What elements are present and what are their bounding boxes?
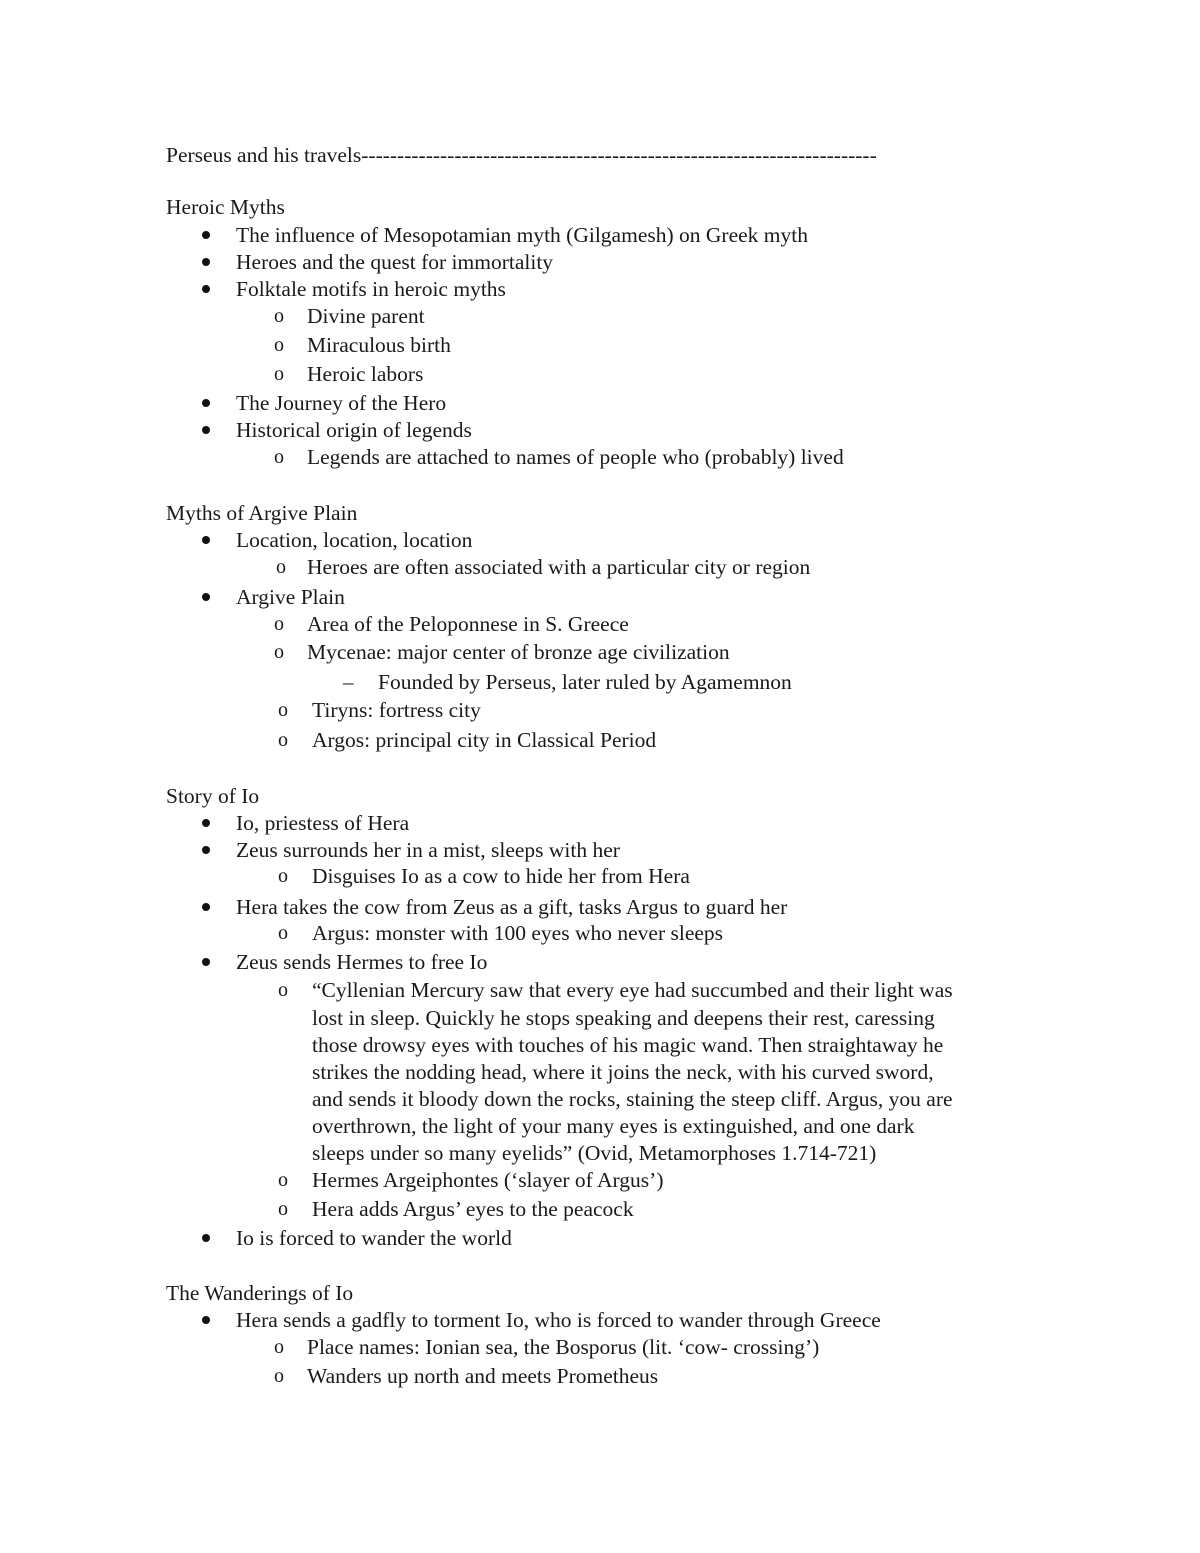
section-heading: Story of Io [166,784,260,808]
bullet-icon [202,285,210,293]
list-item: Mycenae: major center of bronze age civilization [307,640,730,664]
list-item: Area of the Peloponnese in S. Greece [307,612,629,636]
quote-line: “Cyllenian Mercury saw that every eye had succumbed and their light was [312,978,953,1002]
quote-line: sleeps under so many eyelids” (Ovid, Metamorphoses 1.714-721) [312,1141,877,1165]
circle-bullet-icon: o [278,699,288,721]
circle-bullet-icon: o [276,556,286,578]
quote-line: and sends it bloody down the rocks, staining the steep cliff. Argus, you are [312,1087,953,1111]
circle-bullet-icon: o [278,729,288,751]
section-heading: The Wanderings of Io [166,1281,354,1305]
circle-bullet-icon: o [274,613,284,635]
quote-line: overthrown, the light of your many eyes is extinguished, and one dark [312,1114,915,1138]
list-item: Io is forced to wander the world [236,1226,512,1250]
list-item: Tiryns: fortress city [312,698,481,722]
dash-bullet-icon: – [343,670,354,694]
list-item: Io, priestess of Hera [236,811,410,835]
bullet-icon [202,258,210,266]
list-item: The influence of Mesopotamian myth (Gilgamesh) on Greek myth [236,223,808,247]
bullet-icon [202,846,210,854]
bullet-icon [202,903,210,911]
list-item: Heroic labors [307,362,424,386]
circle-bullet-icon: o [278,1169,288,1191]
list-item: Argos: principal city in Classical Period [312,728,657,752]
circle-bullet-icon: o [278,922,288,944]
list-item: Zeus sends Hermes to free Io [236,950,488,974]
circle-bullet-icon: o [274,363,284,385]
list-item: Folktale motifs in heroic myths [236,277,506,301]
circle-bullet-icon: o [274,1365,284,1387]
list-item: Location, location, location [236,528,473,552]
list-item: Historical origin of legends [236,418,472,442]
bullet-icon [202,819,210,827]
list-item: Hera sends a gadfly to torment Io, who is forced to wander through Greece [236,1308,881,1332]
circle-bullet-icon: o [274,446,284,468]
quote-line: strikes the nodding head, where it joins the neck, with his curved sword, [312,1060,934,1084]
document-title: Perseus and his travels------------------------------------------------------------------------ [166,143,877,167]
circle-bullet-icon: o [278,979,288,1001]
circle-bullet-icon: o [274,334,284,356]
list-item: Hera takes the cow from Zeus as a gift, tasks Argus to guard her [236,895,788,919]
list-item: Heroes are often associated with a particular city or region [307,555,811,579]
bullet-icon [202,399,210,407]
list-item: Founded by Perseus, later ruled by Agamemnon [378,670,792,694]
circle-bullet-icon: o [274,305,284,327]
list-item: Place names: Ionian sea, the Bosporus (lit. ‘cow- crossing’) [307,1335,820,1359]
list-item: Heroes and the quest for immortality [236,250,554,274]
bullet-icon [202,593,210,601]
bullet-icon [202,426,210,434]
list-item: Hermes Argeiphontes (‘slayer of Argus’) [312,1168,664,1192]
list-item: Argive Plain [236,585,345,609]
section-heading: Myths of Argive Plain [166,501,358,525]
list-item: Legends are attached to names of people who (probably) lived [307,445,844,469]
circle-bullet-icon: o [278,1198,288,1220]
bullet-icon [202,231,210,239]
bullet-icon [202,958,210,966]
bullet-icon [202,1234,210,1242]
list-item: Wanders up north and meets Prometheus [307,1364,659,1388]
list-item: Zeus surrounds her in a mist, sleeps with her [236,838,620,862]
list-item: Argus: monster with 100 eyes who never sleeps [312,921,724,945]
list-item: The Journey of the Hero [236,391,447,415]
bullet-icon [202,536,210,544]
quote-line: lost in sleep. Quickly he stops speaking and deepens their rest, caressing [312,1006,935,1030]
circle-bullet-icon: o [274,641,284,663]
section-heading: Heroic Myths [166,195,285,219]
list-item: Disguises Io as a cow to hide her from Hera [312,864,690,888]
list-item: Hera adds Argus’ eyes to the peacock [312,1197,634,1221]
quote-line: those drowsy eyes with touches of his magic wand. Then straightaway he [312,1033,944,1057]
circle-bullet-icon: o [278,865,288,887]
list-item: Miraculous birth [307,333,451,357]
list-item: Divine parent [307,304,425,328]
bullet-icon [202,1316,210,1324]
circle-bullet-icon: o [274,1336,284,1358]
